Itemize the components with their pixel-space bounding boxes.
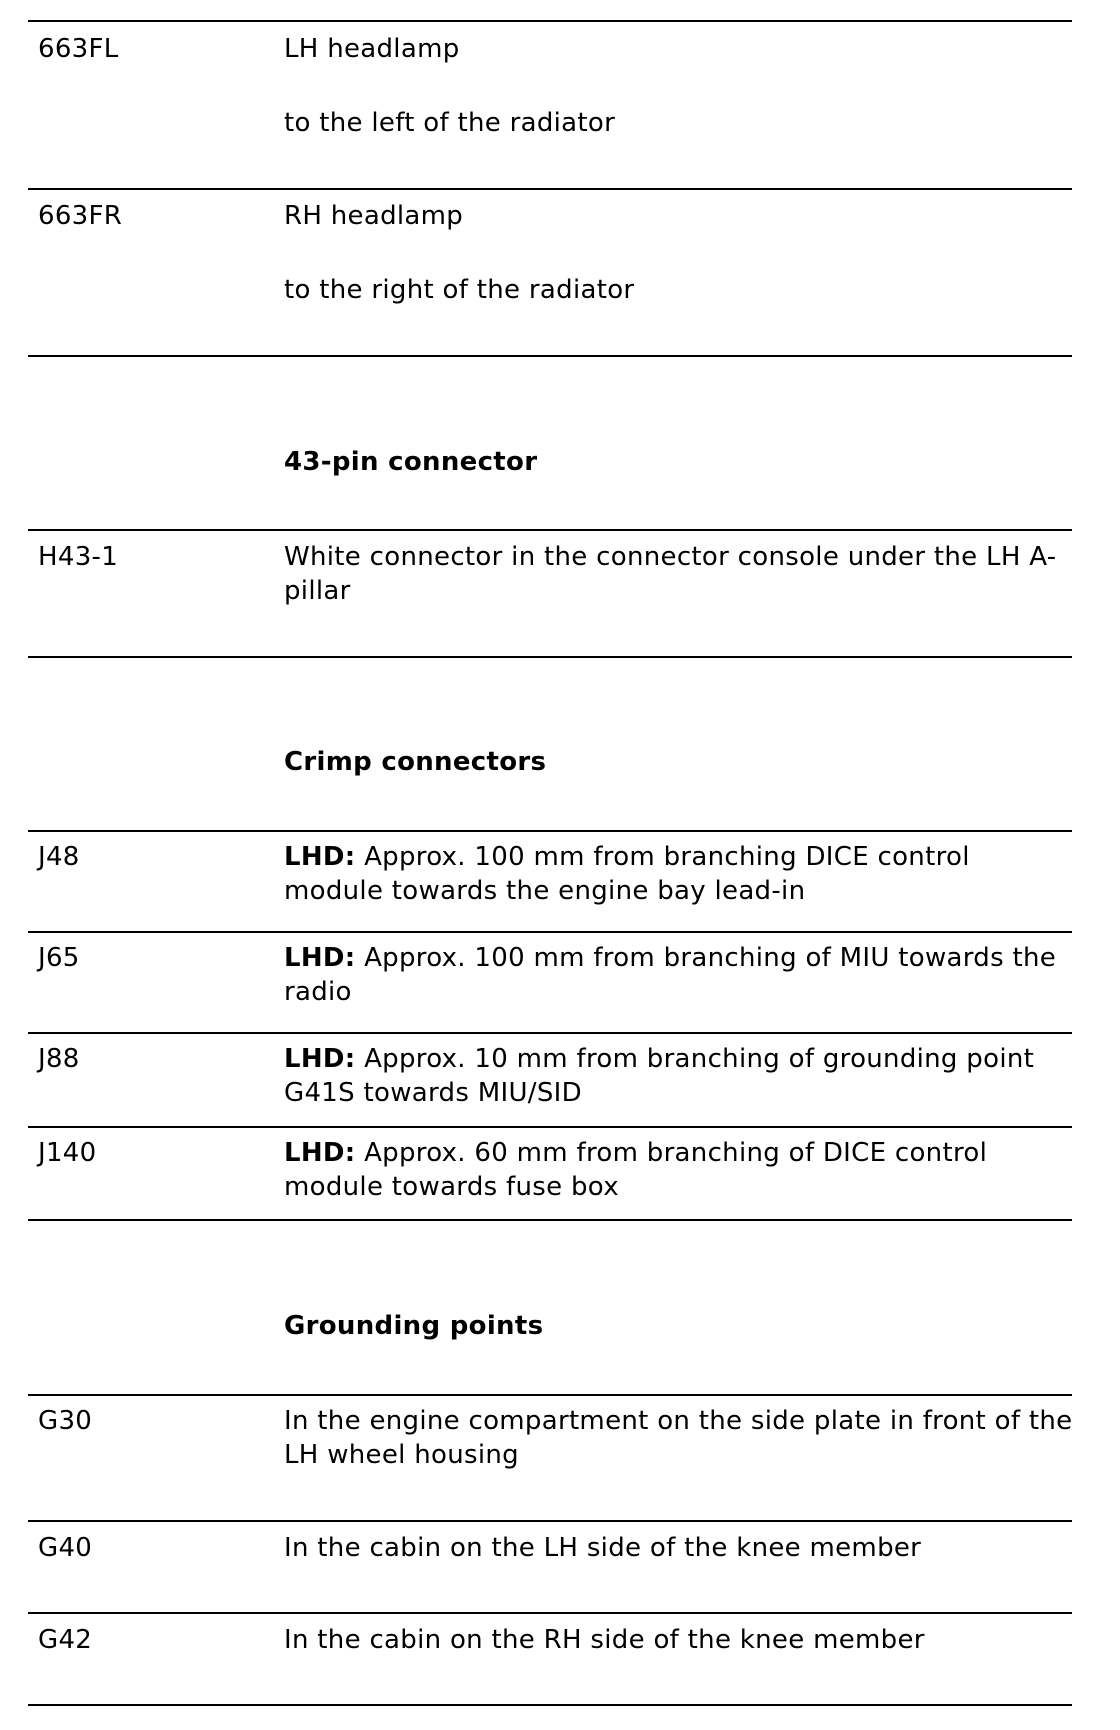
component-location: In the engine compartment on the side plate in front of the LH wheel housing [284, 1406, 1073, 1470]
component-location: to the right of the radiator [284, 275, 635, 305]
location-text: Approx. 100 mm from branching of MIU towards the radio [284, 943, 1057, 1007]
component-location: In the cabin on the RH side of the knee member [284, 1625, 925, 1655]
section-heading: Grounding points [284, 1311, 544, 1341]
location-text: Approx. 100 mm from branching DICE control module towards the engine bay lead-in [284, 842, 970, 906]
divider [28, 20, 1072, 22]
divider [28, 188, 1072, 190]
divider [28, 355, 1072, 357]
component-location: White connector in the connector console under the LH A-pillar [284, 542, 1057, 606]
divider [28, 931, 1072, 933]
component-description: RH headlamp [284, 201, 464, 231]
component-location [284, 941, 1074, 1009]
divider [28, 656, 1072, 658]
lhd-prefix: LHD: [284, 943, 356, 973]
component-code: J48 [38, 842, 80, 872]
lhd-prefix: LHD: [284, 1138, 356, 1168]
divider [28, 1704, 1072, 1706]
divider [28, 1394, 1072, 1396]
component-code: 663FL [38, 34, 119, 64]
location-text: Approx. 60 mm from branching of DICE control module towards fuse box [284, 1138, 988, 1202]
location-text: Approx. 10 mm from branching of grounding point G41S towards MIU/SID [284, 1044, 1035, 1108]
component-code: J65 [38, 943, 80, 973]
section-heading: Crimp connectors [284, 747, 547, 777]
divider [28, 1032, 1072, 1034]
component-location [284, 840, 1074, 908]
component-description: LH headlamp [284, 34, 460, 64]
divider [28, 1219, 1072, 1221]
component-code: G42 [38, 1625, 93, 1655]
section-heading: 43-pin connector [284, 447, 538, 477]
lhd-prefix: LHD: [284, 1044, 356, 1074]
divider [28, 529, 1072, 531]
component-code: G40 [38, 1533, 93, 1563]
divider [28, 1612, 1072, 1614]
component-location: In the cabin on the LH side of the knee member [284, 1533, 922, 1563]
component-location [284, 1136, 1074, 1204]
component-code: J140 [38, 1138, 97, 1168]
component-location [284, 1042, 1074, 1110]
divider [28, 830, 1072, 832]
component-code: J88 [38, 1044, 80, 1074]
component-code: G30 [38, 1406, 93, 1436]
component-code: 663FR [38, 201, 123, 231]
divider [28, 1126, 1072, 1128]
component-code: H43-1 [38, 542, 119, 572]
lhd-prefix: LHD: [284, 842, 356, 872]
component-location: to the left of the radiator [284, 108, 616, 138]
divider [28, 1520, 1072, 1522]
